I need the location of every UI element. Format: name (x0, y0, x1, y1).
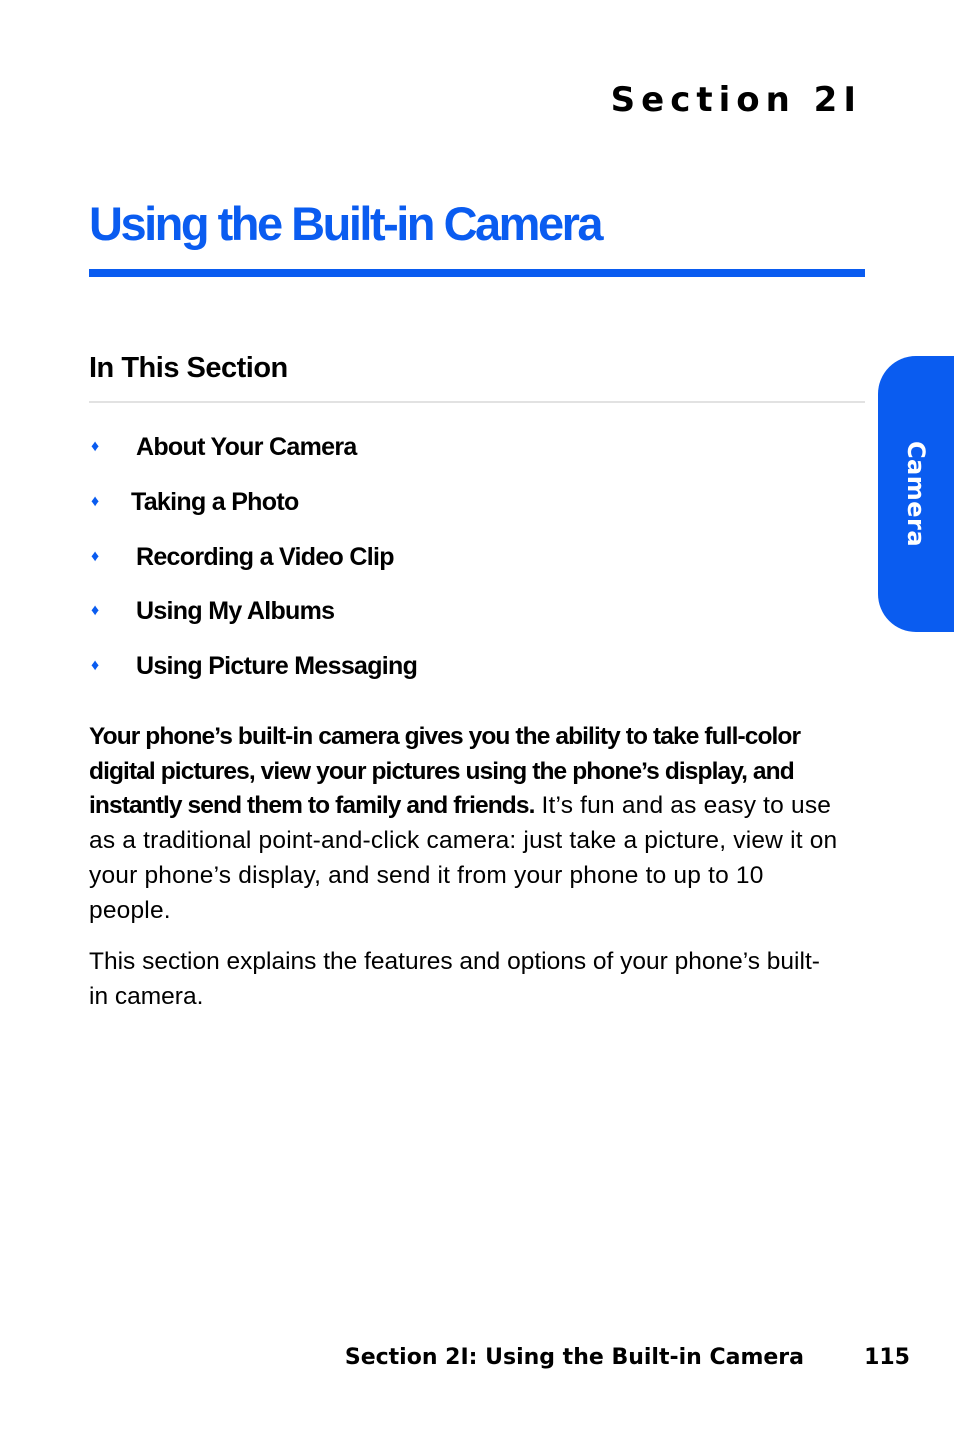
diamond-bullet-icon: ♦ (91, 438, 100, 455)
diamond-bullet-icon: ♦ (91, 602, 100, 620)
list-item (89, 430, 417, 485)
heading-divider (89, 401, 865, 403)
diamond-bullet-icon: ♦ (91, 547, 100, 565)
footer-running-title: Section 2I: Using the Built-in Camera (344, 1345, 804, 1370)
diamond-bullet-icon: ♦ (91, 657, 100, 675)
section-summary-paragraph: This section explains the features and options of your phone’s built-in camera. (89, 948, 820, 1010)
section-label: Section 2I (610, 80, 862, 120)
in-this-section-heading: In This Section (89, 352, 288, 384)
side-tab (878, 356, 954, 632)
section-contents-list (89, 430, 417, 704)
title-underline (89, 269, 865, 277)
list-item (89, 649, 417, 704)
list-item-label: Using Picture Messaging (136, 652, 418, 681)
list-item (89, 485, 417, 540)
page-title: Using the Built-in Camera (89, 197, 602, 250)
intro-regular-text: It’s fun and as easy to use as a traditional point-and-click camera: just take a picture, view it on your phone’s display, and send it from your phone to up to 10 people. (89, 792, 838, 924)
intro-bold-text: Your phone’s built-in camera gives you the ability to take full-color digital pictures, view your pictures using the phone’s display, and instantly send them to family and friends. (89, 723, 801, 820)
list-item-label: Taking a Photo (131, 487, 299, 516)
list-item-label: Using My Albums (136, 597, 335, 626)
page-number: 115 (864, 1345, 910, 1370)
list-item (89, 540, 417, 595)
list-item-label: About Your Camera (136, 433, 357, 461)
side-tab-label: Camera (902, 440, 930, 548)
list-item (89, 594, 417, 649)
list-item-label: Recording a Video Clip (136, 542, 394, 571)
diamond-bullet-icon: ♦ (91, 492, 100, 510)
intro-paragraph (89, 720, 849, 928)
